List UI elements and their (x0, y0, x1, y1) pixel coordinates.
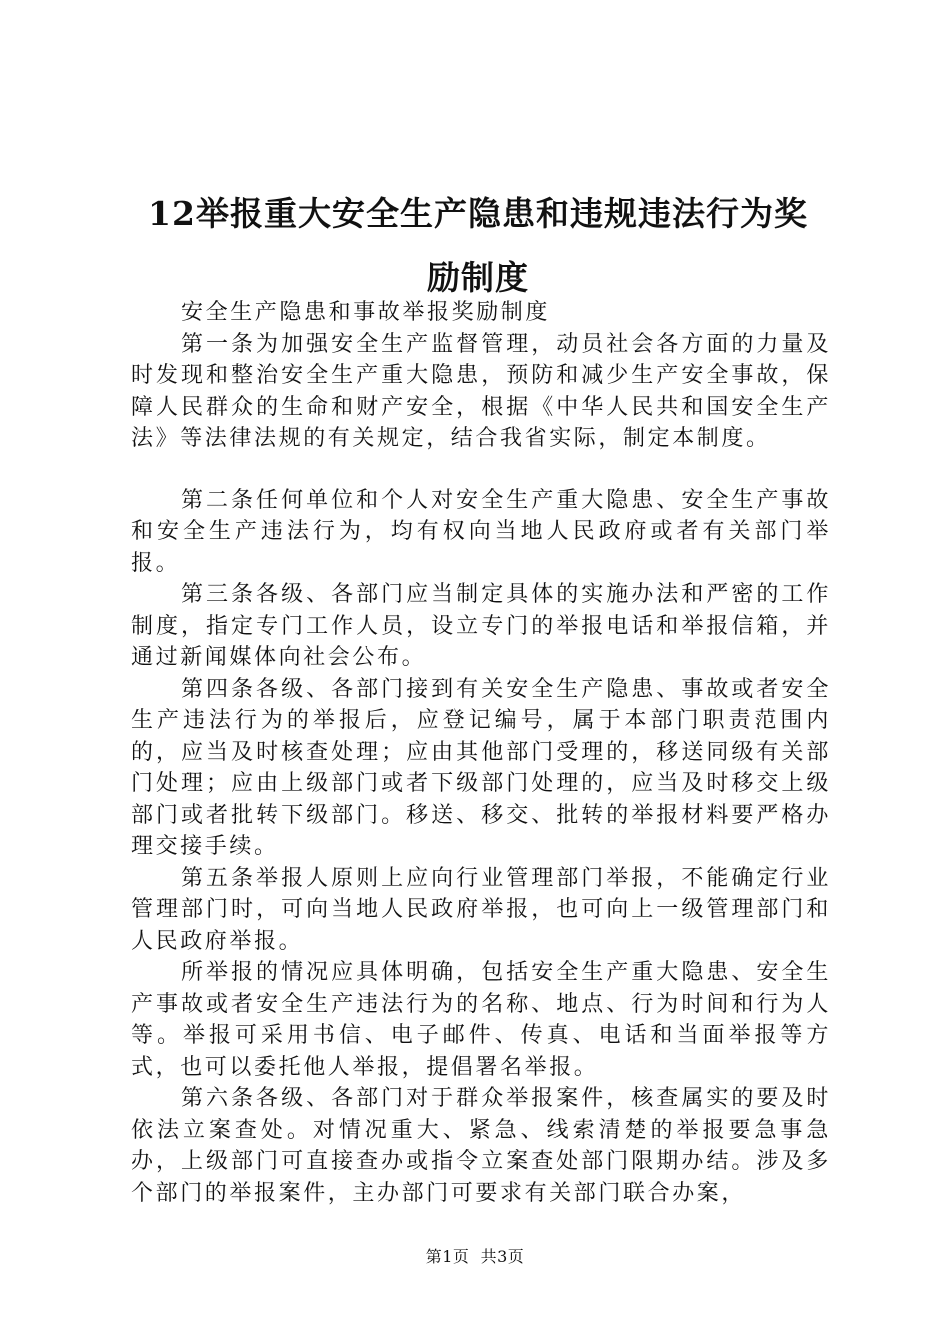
paragraph-article-5: 第五条举报人原则上应向行业管理部门举报，不能确定行业管理部门时，可向当地人民政府举报，也可向上一级管理部门和人民政府举报。 (131, 865, 831, 954)
paragraph-article-4: 第四条各级、各部门接到有关安全生产隐患、事故或者安全生产违法行为的举报后，应登记编号，属于本部门职责范围内的，应当及时核查处理；应由其他部门受理的，移送同级有关部门处理；应由上级部门或者下级部门处理的，应当及时移交上级部门或者批转下级部门。移送、移交、批转的举报材料要严格办理交接手续。 (131, 676, 831, 859)
paragraph-spacer (131, 455, 831, 485)
paragraph-report-details: 所举报的情况应具体明确，包括安全生产重大隐患、安全生产事故或者安全生产违法行为的名称、地点、行为时间和行为人等。举报可采用书信、电子邮件、传真、电话和当面举报等方式，也可以委托他人举报，提倡署名举报。 (131, 960, 831, 1080)
paragraph-article-6: 第六条各级、各部门对于群众举报案件，核查属实的要及时依法立案查处。对情况重大、紧急、线索清楚的举报要急事急办，上级部门可直接查办或指令立案查处部门限期办结。涉及多个部门的举报案件，主办部门可要求有关部门联合办案， (131, 1086, 831, 1206)
page-footer (0, 1244, 950, 1267)
paragraph-article-2: 第二条任何单位和个人对安全生产重大隐患、安全生产事故和安全生产违法行为，均有权向当地人民政府或者有关部门举报。 (131, 487, 831, 576)
title-line-1: 12举报重大安全生产隐患和违规违法行为奖 (148, 194, 808, 233)
document-title (128, 182, 828, 310)
document-subtitle: 安全生产隐患和事故举报奖励制度 (181, 300, 551, 325)
title-line-2: 励制度 (427, 258, 529, 297)
paragraph-article-1: 第一条为加强安全生产监督管理，动员社会各方面的力量及时发现和整治安全生产重大隐患，预防和减少生产安全事故，保障人民群众的生命和财产安全，根据《中华人民共和国安全生产法》等法律法规的有关规定，结合我省实际，制定本制度。 (131, 331, 831, 451)
paragraph-article-3: 第三条各级、各部门应当制定具体的实施办法和严密的工作制度，指定专门工作人员，设立专门的举报电话和举报信箱，并通过新闻媒体向社会公布。 (131, 582, 831, 670)
document-body (131, 297, 831, 1209)
page-number: 第1页 共3页 (425, 1247, 525, 1266)
